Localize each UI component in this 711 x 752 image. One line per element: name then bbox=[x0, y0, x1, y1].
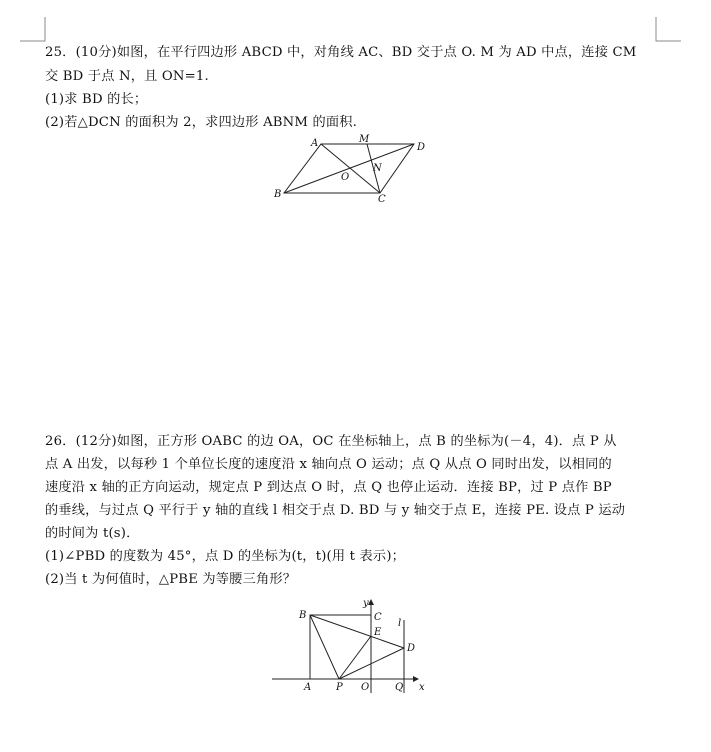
q26-line-5: 的时间为 t(s)． bbox=[45, 526, 140, 541]
fig-label-d: D bbox=[407, 643, 416, 654]
q26-line-4: 的垂线，与过点 Q 平行于 y 轴的直线 l 相交于点 D. BD 与 y 轴交于点 E，连接 PE. 设点 P 运动 bbox=[45, 503, 626, 518]
segment-bp bbox=[310, 615, 339, 679]
label-o: O bbox=[341, 172, 350, 183]
segment-pe bbox=[339, 636, 371, 679]
fig-label-o: O bbox=[361, 682, 370, 693]
fig-label-a: A bbox=[304, 682, 312, 693]
label-a: A bbox=[311, 138, 319, 149]
label-c: C bbox=[378, 194, 386, 205]
q25-line-1: 25．(10分)如图，在平行四边形 ABCD 中，对角线 AC、BD 交于点 O. M 为 AD 中点，连接 CM bbox=[45, 45, 637, 60]
q26-part-1: (1)∠PBD 的度数为 45°，点 D 的坐标为(t，t)(用 t 表示)； bbox=[45, 549, 406, 564]
q25-part-1: (1)求 BD 的长； bbox=[45, 92, 148, 107]
fig-label-e: E bbox=[374, 627, 382, 638]
label-b: B bbox=[274, 189, 282, 200]
label-d: D bbox=[417, 142, 426, 153]
q25-part-2: (2)若△DCN 的面积为 2，求四边形 ABNM 的面积. bbox=[45, 115, 358, 130]
q26-line-3: 速度沿 x 轴的正方向运动，规定点 P 到达点 O 时，点 Q 也停止运动．连接 BP，过 P 点作 BP bbox=[45, 480, 612, 495]
square-oabc bbox=[310, 615, 371, 679]
label-m: M bbox=[359, 134, 370, 145]
fig-label-q: Q bbox=[395, 682, 404, 693]
q26-line-1: 26．(12分)如图，正方形 OABC 的边 OA，OC 在坐标轴上，点 B 的坐标为(－4，4)．点 P 从 bbox=[45, 434, 617, 449]
fig-label-x: x bbox=[419, 682, 425, 693]
fig-label-l: l bbox=[398, 618, 402, 629]
fig-label-p: P bbox=[336, 682, 343, 693]
segment-bd bbox=[310, 615, 404, 648]
fig-label-b: B bbox=[299, 610, 307, 621]
q26-line-2: 点 A 出发，以每秒 1 个单位长度的速度沿 x 轴向点 O 运动；点 Q 从点 O 同时出发，以相同的 bbox=[45, 457, 612, 472]
q25-line-2: 交 BD 于点 N，且 ON=1. bbox=[45, 69, 209, 84]
fig-label-c: C bbox=[374, 612, 382, 623]
label-n: N bbox=[373, 163, 382, 174]
q26-part-2: (2)当 t 为何值时，△PBE 为等腰三角形？ bbox=[45, 572, 297, 587]
fig-label-y: y bbox=[363, 598, 369, 609]
